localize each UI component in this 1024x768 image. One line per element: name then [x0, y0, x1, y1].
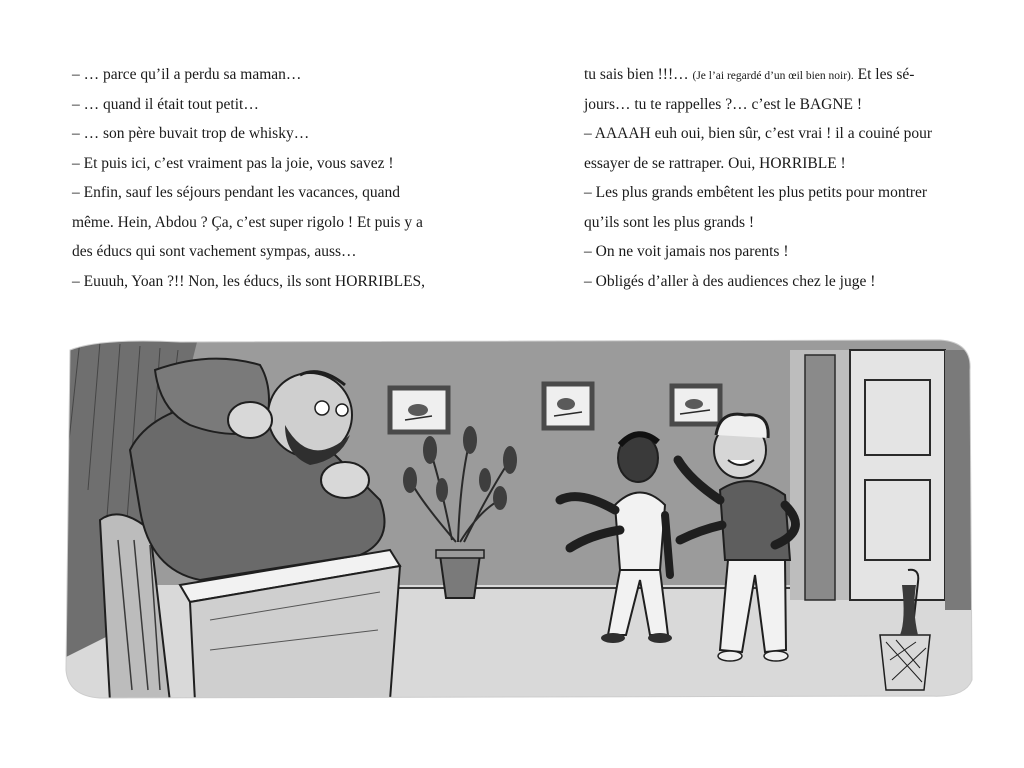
text-line: – Et puis ici, c’est vraiment pas la joie, vous savez ! [72, 154, 394, 172]
scene-svg [60, 330, 975, 702]
text-column-right [584, 60, 964, 296]
text-line: même. Hein, Abdou ? Ça, c’est super rigolo ! Et puis y a [72, 213, 423, 231]
scene-illustration [60, 330, 975, 702]
bird-picture-frame [390, 388, 448, 432]
text-line: – Euuuh, Yoan ?!! Non, les éducs, ils sont HORRIBLES, [72, 272, 426, 290]
text-line: essayer de se rattraper. Oui, HORRIBLE ! [584, 154, 846, 172]
text-line: des éducs qui sont vachement sympas, auss… [72, 243, 357, 260]
narrator-aside: (Je l’ai regardé d’un œil bien noir). [692, 70, 854, 82]
text-line: – … parce qu’il a perdu sa maman… [72, 66, 302, 83]
doorway [790, 350, 975, 610]
text-line: – Les plus grands embêtent les plus petits pour montrer [584, 184, 928, 201]
text-line [584, 60, 964, 90]
text-line: – Obligés d’aller à des audiences chez le juge ! [584, 272, 876, 290]
text-line: – … son père buvait trop de whisky… [72, 125, 310, 142]
text-line: – AAAAH euh oui, bien sûr, c’est vrai ! il a couiné pour [584, 125, 933, 142]
text-fragment: Et les sé- [853, 66, 915, 83]
text-column-left [72, 60, 452, 296]
text-line: – Enfin, sauf les séjours pendant les vacances, quand [72, 184, 400, 201]
text-line: – … quand il était tout petit… [72, 95, 259, 113]
bird-picture-frame [672, 386, 720, 424]
bird-picture-frame [544, 384, 592, 428]
text-line: qu’ils sont les plus grands ! [584, 213, 755, 231]
text-line: jours… tu te rappelles ?… c’est le BAGNE ! [584, 95, 863, 113]
text-line: – On ne voit jamais nos parents ! [584, 243, 789, 260]
text-fragment: tu sais bien !!!… [584, 66, 693, 83]
